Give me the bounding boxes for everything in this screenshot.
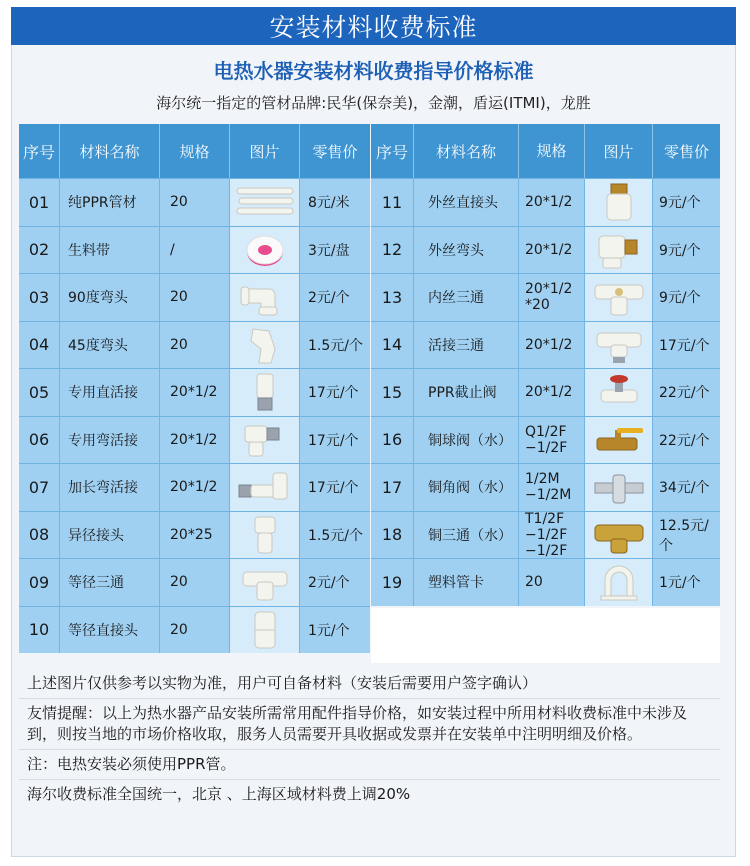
table-row — [371, 511, 720, 559]
retail-price — [653, 274, 720, 321]
long-elbow-union-icon — [235, 467, 295, 507]
row-number-text: 08 — [28, 525, 50, 545]
row-number-text: 15 — [381, 382, 403, 402]
retail-price — [300, 607, 370, 654]
spec — [160, 227, 230, 274]
row-number — [19, 607, 60, 654]
banner-title: 安装材料收费标准 — [11, 7, 736, 45]
retail-price — [300, 417, 370, 464]
row-number — [19, 369, 60, 416]
picture — [230, 559, 300, 606]
material-name-text: 内丝三通 — [428, 290, 484, 307]
tape-roll-icon — [235, 230, 295, 270]
row-number-text: 17 — [381, 477, 403, 497]
spec-text: 20*1/2 — [170, 431, 218, 448]
retail-price-text: 2元/个 — [308, 290, 350, 307]
table-row — [19, 368, 370, 416]
spec — [160, 417, 230, 464]
spec-text: 20*25 — [170, 526, 213, 543]
material-name-text: 外丝直接头 — [428, 195, 498, 212]
equal-tee-icon — [235, 562, 295, 602]
material-name — [60, 274, 160, 321]
picture — [585, 369, 653, 416]
retail-price — [300, 559, 370, 606]
spec — [160, 512, 230, 559]
picture — [585, 512, 653, 559]
spec — [160, 369, 230, 416]
spec — [519, 417, 585, 464]
stop-valve-icon — [589, 372, 649, 412]
retail-price-text: 9元/个 — [659, 290, 701, 307]
table-row — [19, 178, 370, 226]
header-price: 零售价 — [663, 142, 709, 161]
material-name-text: 专用弯活接 — [68, 432, 138, 449]
angle-valve-icon — [589, 467, 649, 507]
retail-price — [653, 559, 720, 606]
row-number — [371, 512, 414, 559]
spec-text: 20 — [170, 336, 188, 353]
row-number — [19, 464, 60, 511]
table-row — [19, 511, 370, 559]
retail-price — [300, 512, 370, 559]
material-name-text: 专用直活接 — [68, 385, 138, 402]
retail-price-text: 9元/个 — [659, 242, 701, 259]
retail-price — [300, 464, 370, 511]
header-pic: 图片 — [230, 124, 300, 178]
retail-price-text: 1元/个 — [308, 622, 350, 639]
retail-price-text: 17元/个 — [308, 480, 359, 497]
material-name-text: 外丝弯头 — [428, 242, 484, 259]
table-row — [371, 463, 720, 511]
material-name — [414, 227, 519, 274]
spec-text: Q1/2F −1/2F — [525, 423, 568, 456]
spec — [160, 179, 230, 226]
retail-price-text: 12.5元/个 — [659, 517, 709, 554]
material-name — [60, 512, 160, 559]
table-row — [371, 368, 720, 416]
row-number — [371, 322, 414, 369]
table-row — [19, 606, 370, 654]
material-name-text: 等径直接头 — [68, 622, 138, 639]
retail-price — [300, 322, 370, 369]
row-number-text: 06 — [28, 430, 50, 450]
retail-price-text: 1元/个 — [659, 575, 701, 592]
retail-price — [300, 227, 370, 274]
note-ppr-required: 注：电热安装必须使用PPR管。 — [19, 750, 720, 780]
material-name — [60, 559, 160, 606]
retail-price — [653, 417, 720, 464]
row-number — [371, 559, 414, 606]
spec — [160, 274, 230, 321]
row-number — [19, 322, 60, 369]
retail-price-text: 17元/个 — [308, 385, 359, 402]
picture — [585, 179, 653, 226]
picture — [230, 274, 300, 321]
straight-union-icon — [235, 372, 295, 412]
row-number-text: 07 — [28, 477, 50, 497]
material-name-text: 45度弯头 — [68, 337, 128, 354]
picture — [585, 464, 653, 511]
material-name — [414, 369, 519, 416]
table-row — [371, 321, 720, 369]
male-thread-elbow-icon — [589, 230, 649, 270]
row-number-text: 13 — [381, 287, 403, 307]
material-name-text: 异径接头 — [68, 527, 124, 544]
picture — [585, 227, 653, 274]
note-regional-surcharge: 海尔收费标准全国统一，北京 、上海区域材料费上调20% — [27, 785, 411, 803]
retail-price-text: 22元/个 — [659, 432, 710, 449]
pipe-clip-icon — [589, 562, 649, 602]
row-number-text: 10 — [28, 620, 50, 640]
spec-text: 20*1/2 — [525, 194, 573, 211]
spec — [519, 559, 585, 606]
table-header — [19, 124, 370, 178]
picture — [585, 417, 653, 464]
row-number — [19, 227, 60, 274]
spec — [519, 322, 585, 369]
table-header — [371, 124, 720, 178]
material-name-text: 加长弯活接 — [68, 480, 138, 497]
spec — [160, 322, 230, 369]
picture — [230, 369, 300, 416]
table-row — [19, 321, 370, 369]
row-number — [19, 559, 60, 606]
spec-text: 20 — [170, 194, 188, 211]
row-number — [19, 274, 60, 321]
brass-tee-icon — [589, 515, 649, 555]
female-thread-tee-icon — [589, 277, 649, 317]
right-price-table — [371, 124, 720, 606]
picture — [230, 227, 300, 274]
material-name — [414, 512, 519, 559]
header-no: 序号 — [19, 124, 60, 178]
spec-text: 20 — [170, 621, 188, 638]
material-name-text: 90度弯头 — [68, 290, 128, 307]
table-row — [371, 226, 720, 274]
picture — [230, 464, 300, 511]
retail-price — [653, 369, 720, 416]
material-name-text: 铜三通（水） — [428, 527, 512, 544]
left-price-table — [19, 124, 370, 653]
table-row — [371, 178, 720, 226]
row-number-text: 12 — [381, 240, 403, 260]
union-tee-icon — [589, 325, 649, 365]
subtitle: 电热水器安装材料收费指导价格标准 — [213, 59, 534, 83]
spec — [519, 274, 585, 321]
retail-price — [653, 512, 720, 559]
material-name-text: 铜角阀（水） — [428, 480, 512, 497]
row-number — [371, 179, 414, 226]
table-row — [19, 226, 370, 274]
header-spec: 规格 — [519, 124, 585, 178]
retail-price-text: 34元/个 — [659, 480, 710, 497]
table-row — [19, 273, 370, 321]
material-name — [60, 322, 160, 369]
row-number-text: 14 — [381, 335, 403, 355]
elbow-45-icon — [235, 325, 295, 365]
material-name — [60, 227, 160, 274]
header-pic: 图片 — [585, 124, 653, 178]
material-name-text: 生料带 — [68, 242, 110, 259]
row-number-text: 11 — [381, 192, 403, 212]
row-number — [371, 464, 414, 511]
header-name: 材料名称 — [414, 124, 519, 178]
row-number-text: 05 — [28, 382, 50, 402]
row-number-text: 18 — [381, 525, 403, 545]
spec-text: / — [170, 241, 175, 258]
table-row — [19, 463, 370, 511]
retail-price-text: 1.5元/个 — [308, 527, 363, 544]
material-name — [60, 179, 160, 226]
material-name-text: PPR截止阀 — [428, 385, 497, 402]
empty-cell — [371, 608, 720, 663]
elbow-union-icon — [235, 420, 295, 460]
spec-text: 1/2M −1/2M — [525, 471, 572, 504]
table-row — [371, 558, 720, 606]
pipe-icon — [235, 182, 295, 222]
male-thread-coupling-icon — [589, 182, 649, 222]
material-name — [60, 369, 160, 416]
brand-line: 海尔统一指定的管材品牌:民华(保奈美)，金潮，盾运(ITMI)，龙胜 — [156, 94, 591, 112]
retail-price — [653, 179, 720, 226]
spec-text: 20 — [170, 289, 188, 306]
row-number — [19, 417, 60, 464]
spec-text: 20 — [170, 574, 188, 591]
elbow-90-icon — [235, 277, 295, 317]
picture — [230, 607, 300, 654]
spec — [519, 227, 585, 274]
picture — [585, 274, 653, 321]
row-number-text: 16 — [381, 430, 403, 450]
header-price: 零售价 — [312, 142, 358, 161]
retail-price — [653, 464, 720, 511]
spec — [160, 464, 230, 511]
header-no: 序号 — [371, 124, 414, 178]
retail-price-text: 1.5元/个 — [308, 337, 363, 354]
spec-text: 20*1/2 — [525, 384, 573, 401]
row-number — [371, 274, 414, 321]
coupling-icon — [235, 610, 295, 650]
row-number-text: 03 — [28, 287, 50, 307]
spec — [519, 369, 585, 416]
retail-price-text: 9元/个 — [659, 195, 701, 212]
material-name-text: 塑料管卡 — [428, 575, 484, 592]
note-reminder: 友情提醒：以上为热水器产品安装所需常用配件指导价格，如安装过程中所用材料收费标准中未涉及到，则按当地的市场价格收取，服务人员需要开具收据或发票并在安装单中注明明细及价格。 — [19, 699, 720, 750]
note-disclaimer: 上述图片仅供参考以实物为准，用户可自备材料（安装后需要用户签字确认） — [19, 663, 720, 699]
table-row — [371, 273, 720, 321]
material-name — [60, 607, 160, 654]
spec-text: 20*1/2 — [525, 241, 573, 258]
spec — [160, 559, 230, 606]
material-name-text: 等径三通 — [68, 575, 124, 592]
picture — [230, 179, 300, 226]
spec — [519, 512, 585, 559]
picture — [230, 322, 300, 369]
retail-price-text: 17元/个 — [308, 432, 359, 449]
row-number-text: 04 — [28, 335, 50, 355]
retail-price — [300, 274, 370, 321]
table-row — [371, 416, 720, 464]
picture — [585, 559, 653, 606]
header-name: 材料名称 — [60, 124, 160, 178]
row-number-text: 01 — [28, 192, 50, 212]
material-name-text: 纯PPR管材 — [68, 195, 137, 212]
row-number — [19, 512, 60, 559]
material-name — [414, 559, 519, 606]
table-row — [19, 416, 370, 464]
retail-price-text: 2元/个 — [308, 575, 350, 592]
picture — [230, 417, 300, 464]
header-spec: 规格 — [160, 124, 230, 178]
picture — [585, 322, 653, 369]
reducer-icon — [235, 515, 295, 555]
material-name — [414, 179, 519, 226]
spec-text: 20 — [525, 574, 543, 591]
material-name — [60, 464, 160, 511]
spec-text: 20*1/2 *20 — [525, 281, 573, 314]
material-name-text: 铜球阀（水） — [428, 432, 512, 449]
spec-text: 20*1/2 — [525, 336, 573, 353]
spec — [160, 607, 230, 654]
retail-price-text: 22元/个 — [659, 385, 710, 402]
spec — [519, 464, 585, 511]
picture — [230, 512, 300, 559]
retail-price-text: 8元/米 — [308, 195, 350, 212]
retail-price — [653, 227, 720, 274]
retail-price — [653, 322, 720, 369]
spec — [519, 179, 585, 226]
retail-price — [300, 179, 370, 226]
notes-section — [19, 663, 720, 809]
retail-price-text: 3元/盘 — [308, 242, 350, 259]
ball-valve-icon — [589, 420, 649, 460]
spec-text: 20*1/2 — [170, 479, 218, 496]
material-name — [60, 417, 160, 464]
material-name — [414, 464, 519, 511]
material-name — [414, 417, 519, 464]
row-number — [371, 369, 414, 416]
retail-price-text: 17元/个 — [659, 337, 710, 354]
material-name — [414, 322, 519, 369]
retail-price — [300, 369, 370, 416]
row-number — [371, 227, 414, 274]
row-number-text: 19 — [381, 572, 403, 592]
table-row — [19, 558, 370, 606]
row-number — [371, 417, 414, 464]
row-number-text: 09 — [28, 572, 50, 592]
material-name-text: 活接三通 — [428, 337, 484, 354]
row-number-text: 02 — [28, 240, 50, 260]
spec-text: T1/2F −1/2F −1/2F — [525, 511, 568, 558]
material-name — [414, 274, 519, 321]
spec-text: 20*1/2 — [170, 384, 218, 401]
row-number — [19, 179, 60, 226]
